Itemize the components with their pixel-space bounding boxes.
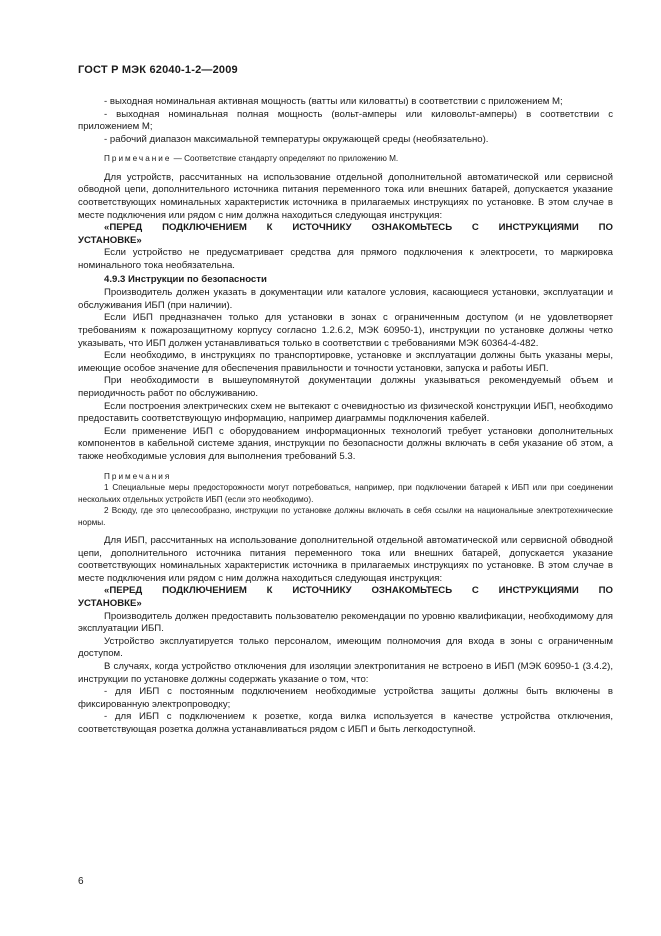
- warning-text: «ПЕРЕД ПОДКЛЮЧЕНИЕМ К ИСТОЧНИКУ ОЗНАКОМЬТЕСЬ С ИНСТРУКЦИЯМИ ПО: [104, 222, 613, 234]
- notes-heading: Примечания: [104, 471, 172, 481]
- list-item: - для ИБП с подключением к розетке, когда вилка используется в качестве устройства отключения, соответствующая розетка должна устанавливаться рядом с ИБП и быть легкодоступной.: [78, 711, 613, 735]
- paragraph: Если применение ИБП с оборудованием информационных технологий требует установки дополнительных компонентов в кабельной системе здания, инструкции по безопасности должны включать в себя указание об этом, а также необходимые условия для выполнения требований 5.3.: [78, 425, 613, 462]
- note: [78, 153, 613, 165]
- warning-text-end: УСТАНОВКЕ»: [78, 234, 142, 246]
- paragraph: Устройство эксплуатируется только персоналом, имеющим полномочия для входа в зоны с ограниченным доступом.: [78, 635, 613, 660]
- paragraph: Для устройств, рассчитанных на использование отдельной дополнительной автоматической или сервисной обводной цепи, дополнительного источника питания переменного тока или внешних батарей, допускается указание соответствующих номинальных характеристик источника в прилагаемых инструкциях по установке. В этом случае в месте подключения или рядом с ним должна находиться следующая инструкция:: [78, 171, 613, 221]
- document-header: ГОСТ Р МЭК 62040-1-2—2009: [78, 64, 238, 76]
- list-item: - выходная номинальная полная мощность (вольт-амперы или киловольт-амперы) в соответствии с приложением М;: [78, 108, 613, 133]
- paragraph: Для ИБП, рассчитанных на использование дополнительной отдельной автоматической или сервисной обводной цепи, дополнительного источника питания переменного тока или внешних батарей, допускается указание соответствующих номинальных характеристик источника в прилагаемых инструкциях по установке. В этом случае в месте подключения или рядом с ним должна находиться следующая инструкция:: [78, 535, 613, 584]
- list-item: - для ИБП с постоянным подключением необходимые устройства защиты должны быть включены в фиксированную электропроводку;: [78, 686, 613, 710]
- list-item: - выходная номинальная активная мощность (ватты или киловатты) в соответствии с приложением М;: [104, 96, 563, 107]
- paragraph: Если устройство не предусматривает средства для прямого подключения к электросети, то маркировка номинального тока необязательна.: [78, 247, 613, 272]
- note-label: Примечание: [104, 154, 172, 164]
- paragraph: Производитель должен указать в документации или каталоге условия, касающиеся установки, эксплуатации и обслуживания ИБП (при наличии).: [78, 287, 613, 311]
- warning-text-end: УСТАНОВКЕ»: [78, 598, 142, 609]
- note-text: — Соответствие стандарту определяют по приложению М.: [171, 154, 399, 164]
- paragraph: Производитель должен предоставить пользователю рекомендации по уровню квалификации, необходимому для эксплуатации ИБП.: [78, 610, 613, 635]
- paragraph: Если ИБП предназначен только для установки в зонах с ограниченным доступом (и не удовлетворяет требованиям к пожарозащитному корпусу согласно 1.2.6.2, МЭК 60950-1), инструкции по установке должны четко указывать, что ИБП должен устанавливаться только в соответствии с требованиями МЭК 60364-4-482.: [78, 312, 613, 349]
- page-number: 6: [78, 876, 84, 887]
- paragraph: Если построения электрических схем не вытекают с очевидностью из физической конструкции ИБП, необходимо предоставить соответствующую информацию, например диаграммы подключения кабелей.: [78, 400, 613, 425]
- note-item: 2 Всюду, где это целесообразно, инструкции по установке должны включать в себя ссылки на национальные электротехнические нормы.: [78, 506, 613, 527]
- paragraph: В случаях, когда устройство отключения для изоляции электропитания не встроено в ИБП (МЭК 60950-1 (3.4.2), инструкции по установке должны содержать указание о том, что:: [78, 660, 613, 685]
- paragraph: При необходимости в вышеупомянутой документации должны указываться рекомендуемый объем и периодичность работ по обслуживанию.: [78, 375, 613, 399]
- paragraph: Если необходимо, в инструкциях по транспортировке, установке и эксплуатации должны быть указаны меры, имеющие особое значение для обеспечения правильности и точности установки, запуска и работы ИБП.: [78, 350, 613, 374]
- list-item: - рабочий диапазон максимальной температуры окружающей среды (необязательно).: [104, 133, 489, 145]
- warning-text: «ПЕРЕД ПОДКЛЮЧЕНИЕМ К ИСТОЧНИКУ ОЗНАКОМЬТЕСЬ С ИНСТРУКЦИЯМИ ПО: [104, 585, 613, 597]
- note-item: 1 Специальные меры предосторожности могут потребоваться, например, при подключении батарей к ИБП или при соединении нескольких отдельных устройств ИБП (если это необходимо).: [78, 483, 613, 504]
- section-heading: 4.9.3 Инструкции по безопасности: [104, 273, 267, 285]
